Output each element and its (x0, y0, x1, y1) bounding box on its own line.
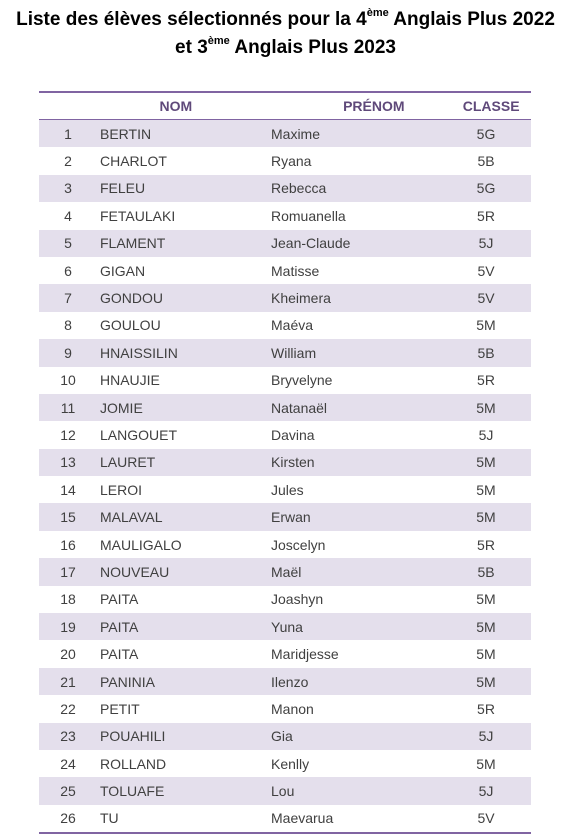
cell-num: 24 (60, 755, 76, 772)
title-line-2-sup: ème (207, 34, 230, 47)
title-line-2-suffix: Anglais Plus 2023 (229, 37, 396, 58)
cell-prenom: Bryvelyne (271, 372, 333, 389)
students-table (39, 91, 531, 834)
cell-classe: 5B (477, 153, 495, 170)
cell-prenom: Romuanella (271, 207, 346, 224)
cell-classe: 5J (478, 426, 494, 443)
table-row (39, 312, 531, 339)
cell-classe: 5M (476, 399, 496, 416)
cell-prenom: Erwan (271, 509, 311, 526)
cell-nom: LANGOUET (100, 426, 178, 443)
cell-prenom: Kirsten (271, 454, 315, 471)
cell-num: 4 (64, 207, 72, 224)
cell-num: 11 (60, 399, 76, 416)
cell-prenom: Joscelyn (271, 536, 326, 553)
table-row (39, 805, 531, 832)
cell-nom: NOUVEAU (100, 563, 170, 580)
cell-nom: HNAISSILIN (100, 344, 178, 361)
header-classe: CLASSE (462, 98, 520, 114)
cell-prenom: Manon (271, 700, 314, 717)
cell-num: 5 (64, 235, 72, 252)
cell-prenom: Maxime (271, 125, 321, 142)
table-row (39, 394, 531, 421)
cell-classe: 5M (476, 673, 496, 690)
cell-nom: MAULIGALO (100, 536, 182, 553)
cell-nom: TU (100, 810, 119, 827)
cell-prenom: William (271, 344, 317, 361)
cell-classe: 5V (477, 290, 495, 307)
cell-classe: 5M (476, 591, 496, 608)
cell-prenom: Natanaël (271, 399, 328, 416)
cell-num: 1 (64, 125, 72, 142)
table-row (39, 777, 531, 804)
cell-num: 17 (60, 563, 76, 580)
table-row (39, 586, 531, 613)
cell-nom: FELEU (100, 180, 146, 197)
cell-classe: 5J (478, 235, 494, 252)
table-row (39, 613, 531, 640)
header-nom: NOM (159, 98, 193, 114)
cell-nom: GOULOU (100, 317, 161, 334)
title-line-1-suffix: Anglais Plus 2022 (388, 9, 555, 30)
cell-prenom: Kenlly (271, 755, 310, 772)
cell-prenom: Maridjesse (271, 646, 339, 663)
cell-classe: 5V (477, 810, 495, 827)
cell-prenom: Maevarua (271, 810, 334, 827)
cell-prenom: Matisse (271, 262, 320, 279)
cell-nom: PETIT (100, 700, 140, 717)
table-row (39, 147, 531, 174)
cell-num: 23 (60, 728, 76, 745)
cell-nom: JOMIE (100, 399, 143, 416)
cell-nom: FLAMENT (100, 235, 166, 252)
cell-nom: PAITA (100, 646, 139, 663)
cell-nom: CHARLOT (100, 153, 167, 170)
title-line-2-text: et 3 (175, 37, 208, 58)
cell-prenom: Jean-Claude (271, 235, 351, 252)
table-row (39, 531, 531, 558)
cell-nom: PANINIA (100, 673, 155, 690)
table-body (39, 120, 531, 832)
cell-prenom: Yuna (271, 618, 303, 635)
cell-classe: 5M (476, 481, 496, 498)
cell-prenom: Lou (271, 783, 295, 800)
table-row (39, 476, 531, 503)
page-title (0, 0, 571, 62)
cell-classe: 5B (477, 344, 495, 361)
cell-classe: 5R (477, 700, 495, 717)
table-row (39, 558, 531, 585)
table-row (39, 202, 531, 229)
cell-prenom: Gia (271, 728, 293, 745)
table-row (39, 723, 531, 750)
cell-num: 9 (64, 344, 72, 361)
cell-nom: PAITA (100, 618, 139, 635)
cell-classe: 5R (477, 207, 495, 224)
cell-nom: LAURET (100, 454, 156, 471)
cell-num: 16 (60, 536, 76, 553)
table-header (39, 93, 531, 120)
cell-classe: 5M (476, 755, 496, 772)
table-row (39, 750, 531, 777)
cell-num: 26 (60, 810, 76, 827)
table-row (39, 640, 531, 667)
cell-classe: 5M (476, 317, 496, 334)
table-row (39, 449, 531, 476)
table-row (39, 284, 531, 311)
cell-num: 10 (60, 372, 76, 389)
cell-prenom: Ryana (271, 153, 312, 170)
cell-prenom: Joashyn (271, 591, 324, 608)
table-row (39, 668, 531, 695)
cell-classe: 5V (477, 262, 495, 279)
table-row (39, 421, 531, 448)
cell-nom: FETAULAKI (100, 207, 176, 224)
cell-prenom: Kheimera (271, 290, 331, 307)
cell-prenom: Ilenzo (271, 673, 309, 690)
cell-classe: 5J (478, 783, 494, 800)
cell-num: 12 (60, 426, 76, 443)
cell-prenom: Jules (271, 481, 304, 498)
cell-prenom: Davina (271, 426, 315, 443)
cell-classe: 5M (476, 509, 496, 526)
table-row (39, 695, 531, 722)
table-row (39, 120, 531, 147)
cell-nom: LEROI (100, 481, 143, 498)
title-line-1 (0, 6, 571, 34)
table-row (39, 175, 531, 202)
table-row (39, 339, 531, 366)
cell-classe: 5M (476, 454, 496, 471)
cell-classe: 5R (477, 536, 495, 553)
cell-classe: 5R (477, 372, 495, 389)
cell-num: 7 (64, 290, 72, 307)
cell-num: 25 (60, 783, 76, 800)
title-line-2 (0, 34, 571, 62)
cell-classe: 5G (476, 125, 496, 142)
cell-prenom: Rebecca (271, 180, 327, 197)
table-row (39, 257, 531, 284)
cell-classe: 5B (477, 563, 495, 580)
cell-prenom: Maéva (271, 317, 314, 334)
cell-nom: GIGAN (100, 262, 146, 279)
cell-num: 6 (64, 262, 72, 279)
cell-classe: 5G (476, 180, 496, 197)
cell-num: 21 (60, 673, 76, 690)
cell-prenom: Maël (271, 563, 302, 580)
cell-nom: MALAVAL (100, 509, 163, 526)
cell-nom: TOLUAFE (100, 783, 165, 800)
cell-num: 15 (60, 509, 76, 526)
cell-num: 14 (60, 481, 76, 498)
cell-classe: 5M (476, 646, 496, 663)
header-prenom: PRÉNOM (343, 98, 405, 114)
cell-num: 20 (60, 646, 76, 663)
cell-nom: ROLLAND (100, 755, 167, 772)
cell-classe: 5J (478, 728, 494, 745)
cell-num: 18 (60, 591, 76, 608)
cell-classe: 5M (476, 618, 496, 635)
cell-nom: BERTIN (100, 125, 152, 142)
cell-num: 8 (64, 317, 72, 334)
cell-num: 13 (60, 454, 76, 471)
title-line-1-text: Liste des élèves sélectionnés pour la 4 (16, 9, 367, 30)
table-row (39, 503, 531, 530)
cell-num: 22 (60, 700, 76, 717)
cell-num: 3 (64, 180, 72, 197)
cell-nom: HNAUJIE (100, 372, 160, 389)
table-row (39, 230, 531, 257)
cell-nom: PAITA (100, 591, 139, 608)
cell-nom: POUAHILI (100, 728, 166, 745)
cell-num: 2 (64, 153, 72, 170)
cell-nom: GONDOU (100, 290, 163, 307)
table-row (39, 367, 531, 394)
cell-num: 19 (60, 618, 76, 635)
title-line-1-sup: ème (366, 6, 389, 19)
